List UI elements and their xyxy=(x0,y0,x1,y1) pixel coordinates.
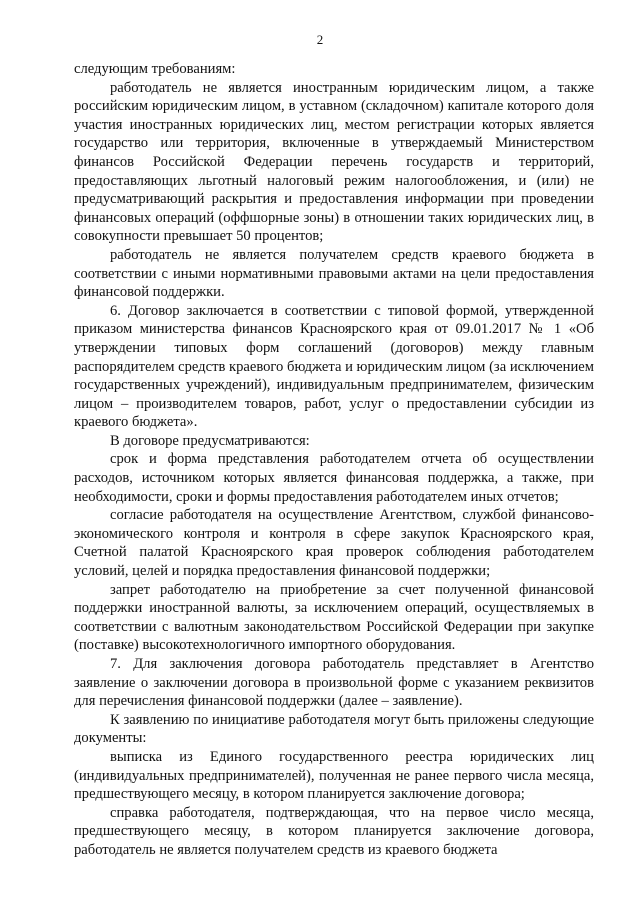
document-body xyxy=(74,60,594,860)
paragraph: 6. Договор заключается в соответствии с типовой формой, утвержденной приказом министерства финансов Красноярского края от 09.01.2017 № 1 «Об утверждении типовых форм соглашений (договоров) между главным распорядителем средств краевого бюджета и юридическим лицом (за исключением государственных учреждений), индивидуальным предпринимателем, физическим лицом – производителем товаров, работ, услуг о предоставлении субсидии из краевого бюджета». xyxy=(74,302,594,431)
paragraph: срок и форма представления работодателем отчета об осуществлении расходов, источником которых является финансовая поддержка, а также, при необходимости, сроки и формы предоставления работодателем иных отчетов; xyxy=(74,451,594,505)
paragraph: справка работодателя, подтверждающая, что на первое число месяца, предшествующего месяцу, в котором планируется заключение договора, работодатель не является получателем средств из краевого бюджета xyxy=(74,804,594,858)
paragraph: К заявлению по инициативе работодателя могут быть приложены следующие документы: xyxy=(74,711,594,747)
paragraph: запрет работодателю на приобретение за счет полученной финансовой поддержки иностранной валюты, за исключением операций, осуществляемых в соответствии с валютным законодательством Российской Федерации при закупке (поставке) высокотехнологичного импортного оборудования. xyxy=(74,581,594,654)
paragraph: В договоре предусматриваются: xyxy=(110,432,310,449)
paragraph: выписка из Единого государственного реестра юридических лиц (индивидуальных предпринимателей), полученная не ранее первого числа месяца, предшествующего месяцу, в котором планируется заключение договора; xyxy=(74,748,594,803)
paragraph: работодатель не является получателем средств краевого бюджета в соответствии с иными нормативными правовыми актами на цели предоставления финансовой поддержки. xyxy=(74,246,594,301)
paragraph: следующим требованиям: xyxy=(74,61,236,77)
paragraph: 7. Для заключения договора работодатель представляет в Агентство заявление о заключении договора в произвольной форме с указанием реквизитов для перечисления финансовой поддержки (далее – заявление). xyxy=(74,656,594,710)
page-number: 2 xyxy=(316,32,324,47)
paragraph: согласие работодателя на осуществление Агентством, службой финансово-экономического контроля и контроля в сфере закупок Красноярского края, Счетной палатой Красноярского края проверок соблюдения работодателем условий, целей и порядка предоставления финансовой поддержки; xyxy=(74,507,594,580)
paragraph: работодатель не является иностранным юридическим лицом, а также российским юридическим лицом, в уставном (складочном) капитале которого доля участия иностранных юридических лиц, местом регистрации которых является государство или территория, включенные в утверждаемый Министерством финансов Российской Федерации перечень государств и территорий, предоставляющих льготный налоговый режим налогообложения, и (или) не предусматривающий раскрытия и предоставления информации при проведении финансовых операций (оффшорные зоны) в отношении таких юридических лиц, в совокупности превышает 50 процентов; xyxy=(74,79,594,245)
